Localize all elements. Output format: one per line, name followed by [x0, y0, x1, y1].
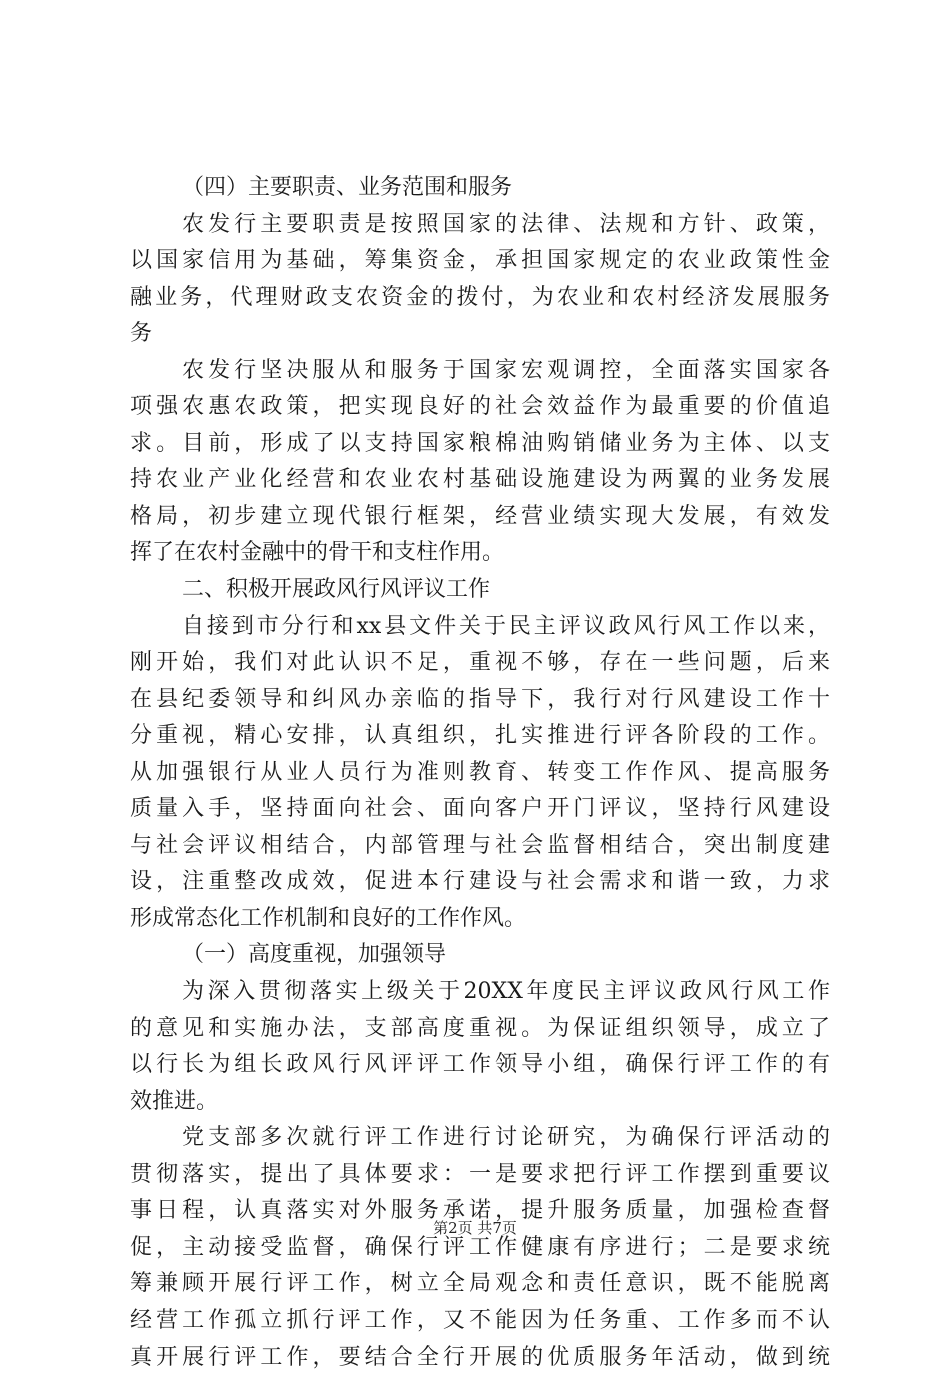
- paragraph-line: 质量入手，坚持面向社会、面向客户开门评议，坚持行风建设: [130, 791, 830, 828]
- paragraph-line: 设，注重整改成效，促进本行建设与社会需求和谐一致，力求: [130, 864, 830, 901]
- paragraph-line: 经营工作孤立抓行评工作，又不能因为任务重、工作多而不认: [130, 1303, 830, 1340]
- paragraph-line: 务: [130, 316, 830, 353]
- paragraph-line: 形成常态化工作机制和良好的工作作风。: [130, 901, 830, 938]
- paragraph-line: 以国家信用为基础，筹集资金，承担国家规定的农业政策性金: [130, 243, 830, 280]
- document-body: [130, 170, 830, 1376]
- paragraph-line: 项强农惠农政策，把实现良好的社会效益作为最重要的价值追: [130, 389, 830, 426]
- paragraph-line: 从加强银行从业人员行为准则教育、转变工作作风、提高服务: [130, 755, 830, 792]
- paragraph-line: 筹兼顾开展行评工作，树立全局观念和责任意识，既不能脱离: [130, 1266, 830, 1303]
- paragraph-line: 为深入贯彻落实上级关于20XX年度民主评议政风行风工作: [130, 974, 830, 1011]
- page-number-footer: 第2页 共7页: [0, 1218, 950, 1238]
- paragraph-line: 持农业产业化经营和农业农村基础设施建设为两翼的业务发展: [130, 462, 830, 499]
- paragraph-line: 真开展行评工作，要结合全行开展的优质服务年活动，做到统: [130, 1340, 830, 1376]
- paragraph-line: 与社会评议相结合，内部管理与社会监督相结合，突出制度建: [130, 828, 830, 865]
- heading-subsection-1: （一）高度重视，加强领导: [130, 937, 830, 974]
- paragraph-line: 促，主动接受监督，确保行评工作健康有序进行；二是要求统: [130, 1230, 830, 1267]
- paragraph-line: 求。目前，形成了以支持国家粮棉油购销储业务为主体、以支: [130, 426, 830, 463]
- paragraph-line: 分重视，精心安排，认真组织，扎实推进行评各阶段的工作。: [130, 718, 830, 755]
- paragraph-line: 自接到市分行和xx县文件关于民主评议政风行风工作以来，: [130, 609, 830, 646]
- paragraph-line: 的意见和实施办法，支部高度重视。为保证组织领导，成立了: [130, 1011, 830, 1048]
- paragraph-line: 以行长为组长政风行风评评工作领导小组，确保行评工作的有: [130, 1047, 830, 1084]
- paragraph-line: 融业务，代理财政支农资金的拨付，为农业和农村经济发展服务: [130, 280, 830, 317]
- paragraph-line: 事日程，认真落实对外服务承诺，提升服务质量，加强检查督: [130, 1193, 830, 1230]
- paragraph-line: 刚开始，我们对此认识不足，重视不够，存在一些问题，后来: [130, 645, 830, 682]
- paragraph-line: 农发行主要职责是按照国家的法律、法规和方针、政策，: [130, 207, 830, 244]
- paragraph-line: 格局，初步建立现代银行框架，经营业绩实现大发展，有效发: [130, 499, 830, 536]
- paragraph-line: 挥了在农村金融中的骨干和支柱作用。: [130, 535, 830, 572]
- heading-section-2: 二、积极开展政风行风评议工作: [130, 572, 830, 609]
- paragraph-line: 贯彻落实，提出了具体要求：一是要求把行评工作摆到重要议: [130, 1157, 830, 1194]
- paragraph-line: 党支部多次就行评工作进行讨论研究，为确保行评活动的: [130, 1120, 830, 1157]
- paragraph-line: 在县纪委领导和纠风办亲临的指导下，我行对行风建设工作十: [130, 682, 830, 719]
- heading-section-4: （四）主要职责、业务范围和服务: [130, 170, 830, 207]
- paragraph-line: 农发行坚决服从和服务于国家宏观调控，全面落实国家各: [130, 353, 830, 390]
- paragraph-line: 效推进。: [130, 1084, 830, 1121]
